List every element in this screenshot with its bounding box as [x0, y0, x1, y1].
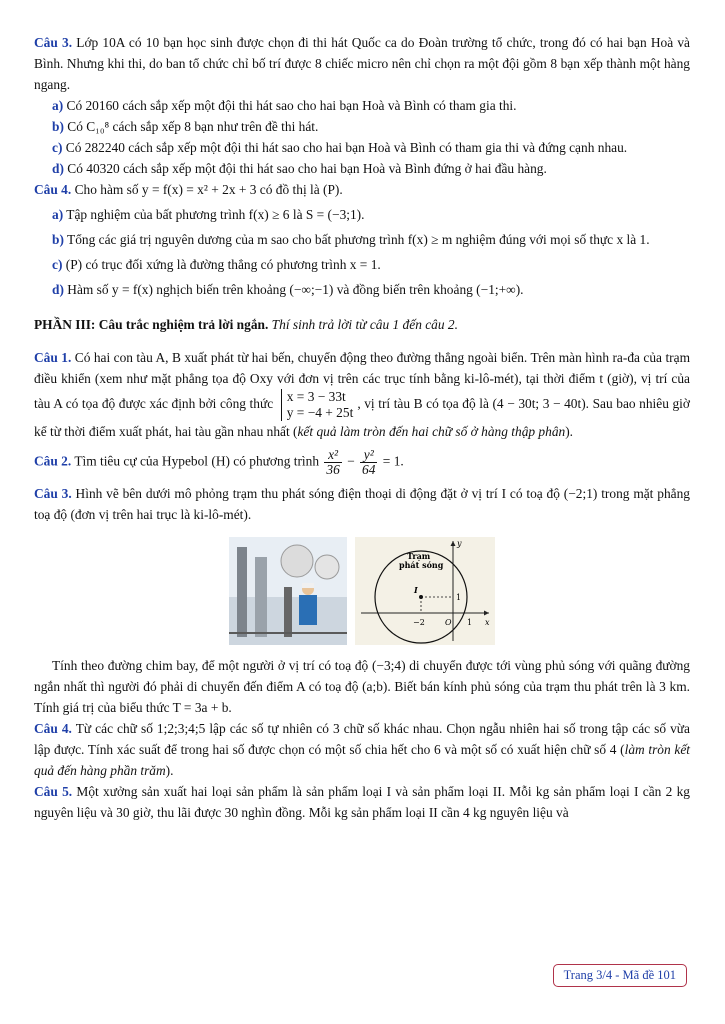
fraction-numerator: y²: [360, 448, 377, 463]
equation-line: x = 3 − 33t: [286, 389, 346, 404]
fraction-denominator: 36: [326, 462, 340, 477]
question-text: Lớp 10A có 10 bạn học sinh được chọn đi thi hát Quốc ca do Đoàn trường tổ chức, trong đó có hai bạn Hoà và Bình. Nhưng khi thi, do ban tổ chức chỉ bố trí được 8 chiếc micro nên chỉ chọn ra một đội gồm 8 bạn xếp thành một hàng ngang.: [34, 35, 690, 92]
option-text: Tổng các giá trị nguyên dương của m sao cho bất phương trình f(x) ≥ m nghiệm đúng với mọi số thực x là 1.: [67, 232, 650, 247]
question-label: Câu 5.: [34, 784, 73, 799]
cell-tower-photo: [229, 537, 347, 645]
station-label: Trạm: [407, 551, 431, 561]
question-3-continued: [34, 655, 690, 718]
page-footer: Trang 3/4 - Mã đề 101: [553, 964, 687, 987]
option-b: [34, 229, 690, 250]
option-label: b): [52, 119, 64, 134]
figure: [34, 537, 690, 645]
tick-label: 1: [467, 618, 473, 627]
question-label: Câu 3.: [34, 486, 72, 501]
option-text: (P) có trục đối xứng là đường thẳng có phương trình x = 1.: [65, 257, 381, 272]
option-c: [34, 254, 690, 275]
option-text: Có C₁₀⁸ cách sắp xếp 8 bạn như trên đề thi hát.: [67, 119, 319, 134]
station-point: [419, 595, 423, 599]
option-label: a): [52, 207, 64, 222]
exam-page: [34, 32, 690, 823]
question-text: Hình vẽ bên dưới mô phỏng trạm thu phát sóng điện thoại di động đặt ở vị trí I có toạ độ (−2;1) trong mặt phẳng toạ độ (đơn vị trên hai trục là ki-lô-mét).: [34, 486, 690, 522]
equation-line: y = −4 + 25t: [286, 405, 354, 420]
option-text: Có 282240 cách sắp xếp một đội thi hát sao cho hai bạn Hoà và Bình có tham gia thi và đứng cạnh nhau.: [65, 140, 628, 155]
fraction: [360, 448, 377, 477]
point-I-label: I: [414, 585, 418, 595]
station-label: phát sóng: [399, 560, 444, 570]
section-hint: Thí sinh trả lời từ câu 1 đến câu 2.: [271, 317, 458, 332]
option-label: c): [52, 257, 63, 272]
question-label: Câu 2.: [34, 453, 72, 469]
question-text: ).: [565, 424, 574, 439]
option-text: Tập nghiệm của bất phương trình f(x) ≥ 6 là S = (−3;1).: [66, 207, 365, 222]
question-text: Tính theo đường chim bay, để một người ở vị trí có toạ độ (−3;4) di chuyển được tới vùng phủ sóng với quãng đường ngắn nhất thì người đó phải di chuyển đến điểm A có toạ độ (a;b). Biết bán kính phủ sóng của trạm thu phát trên là 3 km. Tính giá trị của biểu thức T = 3a + b.: [34, 658, 690, 715]
fraction-numerator: x²: [324, 448, 341, 463]
question-label: Câu 4.: [34, 721, 72, 736]
question-label: Câu 4.: [34, 182, 72, 197]
question-text: Cho hàm số y = f(x) = x² + 2x + 3 có đồ thị là (P).: [74, 182, 343, 197]
option-label: d): [52, 282, 64, 297]
question-text: , vị trí tàu B có tọa độ là (4 − 30t; 3 − 40t). Sau bao nhiêu giờ kể từ thời điểm xuất phát, hai tàu gần nhau nhất (: [34, 396, 690, 439]
question-label: Câu 1.: [34, 350, 72, 365]
equation-system: [281, 389, 354, 421]
question-1: [34, 347, 690, 442]
option-label: b): [52, 232, 64, 247]
question-text: Một xưởng sản xuất hai loại sản phẩm là sản phẩm loại I và sản phẩm loại II. Mỗi kg sản phẩm loại I cần 2 kg nguyên liệu và 30 giờ, thu lãi được 30 nghìn đồng. Mỗi kg sản phẩm loại II cần 4 kg nguyên liệu và: [34, 784, 690, 820]
rounding-note: kết quả làm tròn đến hai chữ số ở hàng thập phân: [297, 424, 566, 439]
question-3: [34, 483, 690, 525]
question-3-stem: [34, 32, 690, 95]
option-label: c): [52, 140, 63, 155]
question-4: [34, 718, 690, 781]
question-4-stem: [34, 179, 690, 200]
option-label: a): [52, 98, 64, 113]
rounding-note: làm tròn kết quả đến hàng phần trăm: [34, 742, 690, 778]
question-5: [34, 781, 690, 823]
option-d: [34, 158, 690, 179]
option-b: [34, 116, 690, 137]
question-text: = 1.: [382, 453, 404, 469]
question-text: Có hai con tàu A, B xuất phát từ hai bến, chuyển động theo đường thẳng ngoài biển. Trên màn hình ra-đa của trạm điều khiển (xem như mặt phẳng tọa độ Oxy với đơn vị trên các trục tính bằng ki-lô-mét), tại thời điểm t (giờ), vị trí của tàu A có tọa độ được xác định bởi công thức: [34, 350, 690, 412]
option-c: [34, 137, 690, 158]
option-text: Có 20160 cách sắp xếp một đội thi hát sao cho hai bạn Hoà và Bình có tham gia thi.: [66, 98, 517, 113]
coverage-diagram: [355, 537, 495, 645]
option-d: [34, 279, 690, 300]
section-heading: [34, 314, 690, 335]
x-axis-label: x: [485, 618, 490, 627]
origin-label: O: [445, 618, 452, 627]
option-text: Có 40320 cách sắp xếp một đội thi hát sao cho hai bạn Hoà và Bình đứng ở hai đầu hàng.: [67, 161, 547, 176]
tick-label: −2: [413, 618, 425, 627]
fraction-denominator: 64: [362, 462, 376, 477]
fraction: [324, 448, 341, 477]
option-label: d): [52, 161, 64, 176]
question-2: Câu 2. Tìm tiêu cự của Hypebol (H) có phương trình $\frac{\text{x²}}{36}$ − $\frac{\text{y²}}{64}$ = 1.: [34, 447, 404, 477]
question-text: ).: [165, 763, 174, 778]
question-label: Câu 3.: [34, 35, 73, 50]
option-a: [34, 204, 690, 225]
question-text: Từ các chữ số 1;2;3;4;5 lập các số tự nhiên có 3 chữ số khác nhau. Chọn ngẫu nhiên hai số trong tập các số vừa lập được. Tính xác suất để trong hai số được chọn có một số chia hết cho 6 và một số có xuất hiện chữ số 4 (: [34, 721, 690, 757]
option-text: Hàm số y = f(x) nghịch biến trên khoảng (−∞;−1) và đồng biến trên khoảng (−1;+∞).: [67, 282, 524, 297]
section-title: PHẦN III: Câu trắc nghiệm trả lời ngắn.: [34, 317, 269, 332]
tick-label: 1: [456, 593, 462, 602]
y-axis-label: y: [457, 539, 462, 548]
option-a: [34, 95, 690, 116]
question-text: Tìm tiêu cự của Hypebol (H) có phương trình: [74, 453, 320, 469]
